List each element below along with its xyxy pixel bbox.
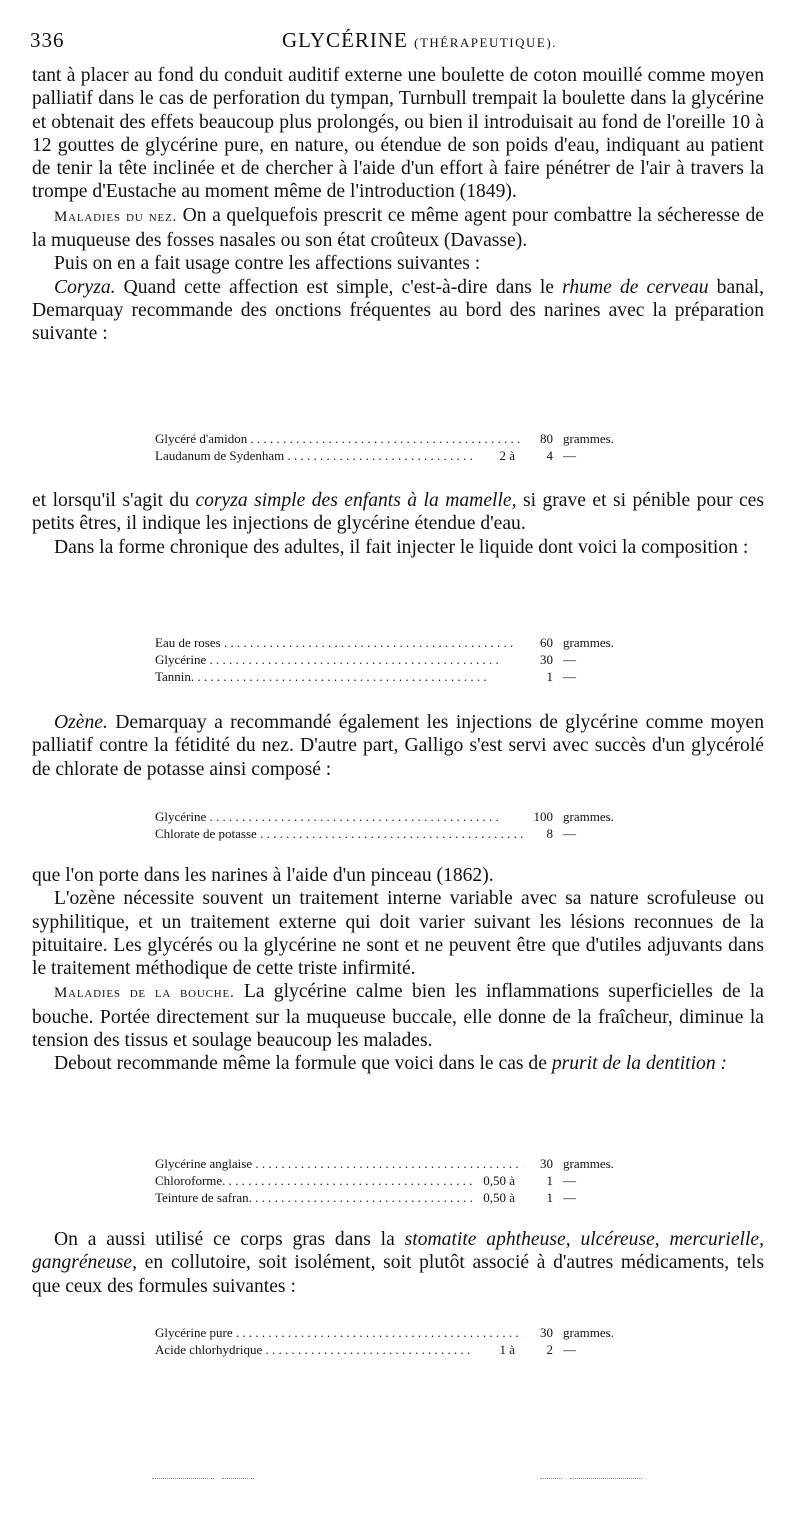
recipe-ozene — [155, 808, 650, 842]
emphasis-prurit: prurit de la dentition : — [551, 1053, 728, 1075]
footer-dots — [152, 1478, 214, 1485]
recipe-line — [155, 1172, 650, 1189]
paragraph-coryza — [32, 276, 764, 346]
body-block-4 — [32, 864, 764, 1076]
recipe-line — [155, 668, 650, 685]
paragraph-dentition — [32, 1052, 764, 1075]
ingredient-unit: — — [563, 448, 576, 463]
ingredient-name: Eau de roses . . . — [155, 634, 523, 651]
paragraph-text: si grave et si pénible pour ces petits êtres, il indique les injections de glycérine étendue d'eau. — [32, 490, 764, 535]
footer-dots — [570, 1478, 642, 1485]
ingredient-unit: grammes. — [563, 635, 614, 650]
ingredient-quantity: 8 — [546, 826, 553, 841]
ingredient-unit: grammes. — [563, 1325, 614, 1340]
ingredient-name: Teinture de safran. . . . — [155, 1189, 473, 1206]
ingredient-name: Glycérine anglaise . . . — [155, 1155, 523, 1172]
ingredient-quantity: 30 — [540, 652, 553, 667]
recipe-line — [155, 651, 650, 668]
ingredient-name: Acide chlorhydrique . . . — [155, 1341, 473, 1358]
ingredient-range: 1 à — [499, 1342, 515, 1357]
paragraph-text: en collutoire, soit isolément, soit plutôt associé à d'autres médicaments, tels que ceux des formules suivantes : — [32, 1252, 764, 1297]
paragraph-text: On a quelquefois prescrit ce même agent pour combattre la sécheresse de la muqueuse des fosses nasales ou son état croûteux (Davasse). — [32, 204, 764, 252]
recipe-line — [155, 1341, 650, 1358]
emphasis-rhume: rhume de cerveau — [562, 276, 709, 298]
paragraph-text: La glycérine calme bien les inflammations superficielles de la bouche. Portée directement sur la muqueuse buccale, elle donne de la fraîcheur, diminue la tension des tissus et soulage beaucoup les malades. — [32, 981, 764, 1052]
paragraph-text: On a aussi utilisé ce corps gras dans la — [54, 1229, 405, 1250]
ingredient-name: Chlorate de potasse . . . — [155, 825, 523, 842]
paragraph-forme-chronique: Dans la forme chronique des adultes, il fait injecter le liquide dont voici la composition : — [54, 536, 749, 558]
running-title-main: GLYCÉRINE — [282, 28, 408, 52]
paragraph-maladies-du-nez — [32, 204, 764, 253]
paragraph-continued: tant à placer au fond du conduit auditif externe une boulette de coton mouillé comme moyen palliatif dans le cas de perforation du tympan, Turnbull trempait la boulette dans la glycérine et obtenait des effets beaucoup plus prolongés, ou bien il introduisait au fond de l'oreille 10 à 12 gouttes de glycérine pure, en nature, ou étendue de son poids d'eau, indiquant au patient de tenir la tête inclinée et de chercher à l'aide d'un effort à faire pénétrer de l'air à travers la trompe d'Eustache au moment même de l'introduction (1849). — [32, 65, 764, 203]
recipe-line — [155, 825, 650, 842]
paragraph-text: et lorsqu'il s'agit du — [32, 490, 196, 511]
ingredient-quantity: 80 — [540, 431, 553, 446]
body-block-2 — [32, 489, 764, 559]
ingredient-unit: grammes. — [563, 1156, 614, 1171]
term-ozene: Ozène. — [54, 712, 108, 733]
paragraph-traitement: L'ozène nécessite souvent un traitement interne variable avec sa nature scrofuleuse ou syphilitique, et un traitement externe qui doit varier suivant les lésions reconnues de la pituitaire. Les glycérés ou la glycérine ne sont et ne peuvent être que d'utiles adjuvants dans le traitement méthodique de cette triste infirmité. — [32, 888, 764, 980]
recipe-line — [155, 1324, 650, 1341]
ingredient-name: Glycérine . . . — [155, 808, 523, 825]
ingredient-quantity: 30 — [540, 1156, 553, 1171]
recipe-coryza — [155, 430, 650, 464]
ingredient-quantity: 1 — [546, 1190, 553, 1205]
paragraph-pinceau: que l'on porte dans les narines à l'aide d'un pinceau (1862). — [32, 865, 494, 886]
footer-dots — [222, 1478, 254, 1485]
ingredient-quantity: 2 — [546, 1342, 553, 1357]
recipe-line — [155, 447, 650, 464]
ingredient-unit: — — [563, 1342, 576, 1357]
term-coryza: Coryza. — [54, 276, 116, 298]
body-block-3 — [32, 711, 764, 781]
running-header — [30, 28, 764, 58]
running-title-sub: (THÉRAPEUTIQUE). — [414, 35, 557, 50]
ingredient-unit: — — [563, 1190, 576, 1205]
ingredient-range: 0,50 à — [483, 1173, 515, 1188]
recipe-chronique — [155, 634, 650, 685]
page-number: 336 — [30, 28, 65, 52]
recipe-collutoire — [155, 1324, 650, 1358]
ingredient-quantity: 1 — [546, 669, 553, 684]
ingredient-quantity: 100 — [533, 809, 553, 824]
ingredient-unit: grammes. — [563, 809, 614, 824]
emphasis-stomatite: stomatite aphtheuse, ulcéreuse, mercurielle, gangréneuse, — [32, 1229, 764, 1274]
recipe-line — [155, 1155, 650, 1172]
footer-dots — [540, 1478, 562, 1485]
ingredient-quantity: 1 — [546, 1173, 553, 1188]
ingredient-name: Laudanum de Sydenham . . . — [155, 447, 473, 464]
ingredient-unit: — — [563, 652, 576, 667]
recipe-dentition — [155, 1155, 650, 1206]
paragraph-maladies-bouche — [32, 980, 764, 1052]
ingredient-name: Tannin. . . . — [155, 668, 523, 685]
ingredient-name: Glycérine . . . — [155, 651, 523, 668]
running-title — [282, 28, 557, 53]
ingredient-unit: — — [563, 826, 576, 841]
paragraph-text: Quand cette affection est simple, c'est-à-dire dans le — [115, 276, 563, 298]
paragraph-affections: Puis on en a fait usage contre les affections suivantes : — [54, 253, 481, 275]
recipe-line — [155, 430, 650, 447]
paragraph-text: Demarquay a recommandé également les injections de glycérine comme moyen palliatif contre la fétidité du nez. D'autre part, Galligo s'est servi avec succès d'un glycérolé de chlorate de potasse ainsi composé : — [32, 712, 764, 780]
body-block-1 — [32, 64, 764, 346]
section-heading-nez: Maladies du nez. — [54, 208, 178, 225]
ingredient-name: Glycéré d'amidon . . . — [155, 430, 523, 447]
paragraph-ozene — [32, 711, 764, 781]
paragraph-stomatite — [32, 1228, 764, 1298]
ingredient-unit: grammes. — [563, 431, 614, 446]
recipe-line — [155, 808, 650, 825]
ingredient-range: 2 à — [499, 448, 515, 463]
ingredient-unit: — — [563, 1173, 576, 1188]
ingredient-quantity: 60 — [540, 635, 553, 650]
recipe-line — [155, 1189, 650, 1206]
paragraph-text: banal, Demarquay recommande des onctions fréquentes au bord des narines avec la préparation suivante : — [32, 276, 764, 345]
paragraph-enfants — [32, 489, 764, 536]
ingredient-quantity: 4 — [546, 448, 553, 463]
ingredient-unit: — — [563, 669, 576, 684]
ingredient-range: 0,50 à — [483, 1190, 515, 1205]
ingredient-name: Chloroforme. . . . — [155, 1172, 473, 1189]
emphasis-coryza-enfants: coryza simple des enfants à la mamelle, — [195, 490, 517, 511]
ingredient-name: Glycérine pure . . . — [155, 1324, 523, 1341]
section-heading-bouche: Maladies de la bouche. — [54, 985, 235, 1002]
body-block-5 — [32, 1228, 764, 1298]
recipe-line — [155, 634, 650, 651]
ingredient-quantity: 30 — [540, 1325, 553, 1340]
paragraph-text: Debout recommande même la formule que voici dans le cas de — [54, 1053, 552, 1075]
